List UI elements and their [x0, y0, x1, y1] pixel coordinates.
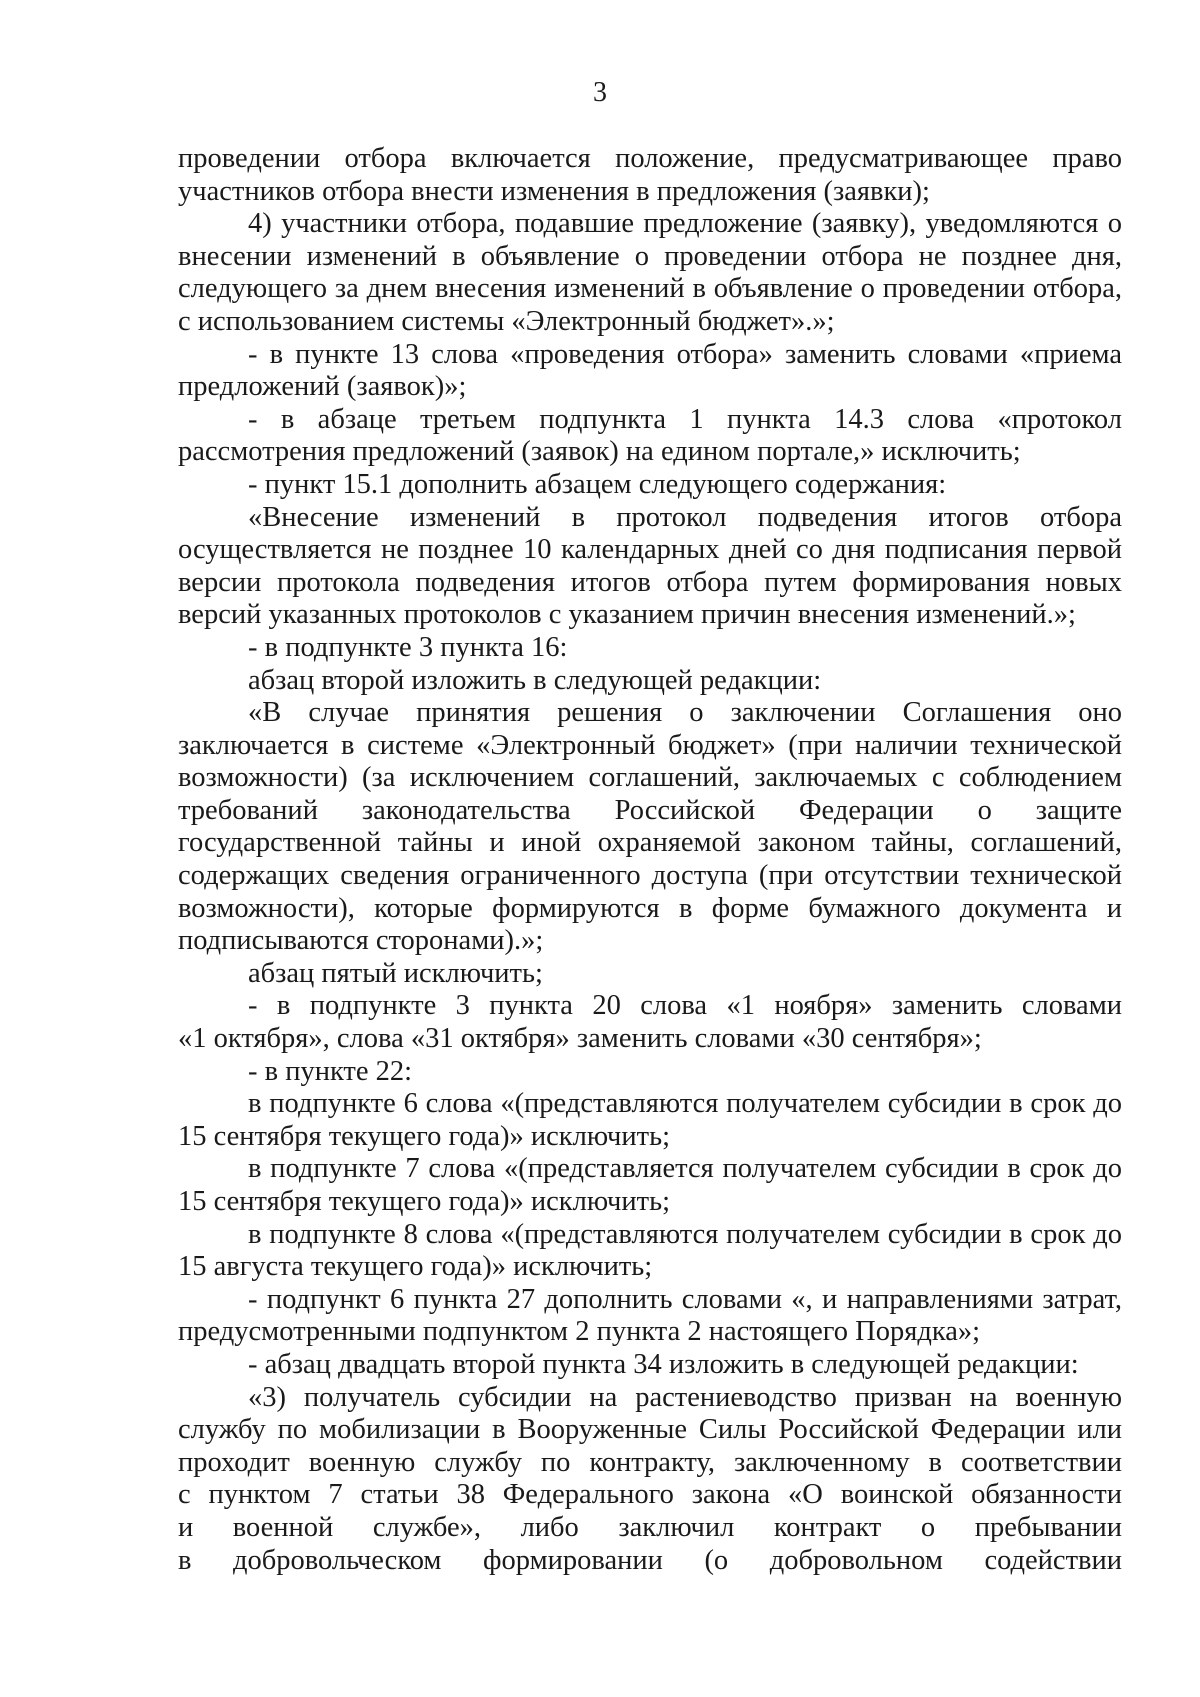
- text-line: абзац второй изложить в следующей редакции:: [248, 664, 822, 696]
- text-line: - в пункте 22:: [248, 1055, 413, 1087]
- text-line: 15 сентября текущего года)» исключить;: [178, 1186, 671, 1217]
- text-line: возможности), которые формируются в форме бумажного документа и: [178, 892, 1122, 924]
- text-line: - в абзаце третьем подпункта 1 пункта 14.3 слова «протокол: [248, 403, 1122, 435]
- page-number: 3: [593, 77, 607, 108]
- text-line: с пунктом 7 статьи 38 Федерального закона «О воинской обязанности: [178, 1479, 1122, 1511]
- text-line: «Внесение изменений в протокол подведения итогов отбора: [248, 501, 1122, 533]
- text-line: 15 сентября текущего года)» исключить;: [178, 1120, 671, 1152]
- text-line: службу по мобилизации в Вооруженные Силы Российской Федерации или: [178, 1414, 1122, 1446]
- text-line: абзац пятый исключить;: [248, 957, 543, 989]
- text-line: заключается в системе «Электронный бюджет» (при наличии технической: [178, 729, 1122, 761]
- text-line: внесении изменений в объявление о проведении отбора не позднее дня,: [178, 240, 1122, 272]
- text-line: участников отбора внести изменения в предложения (заявки);: [178, 175, 930, 207]
- text-line: в добровольческом формировании (о добровольном содействии: [178, 1544, 1122, 1576]
- text-line: «1 октября», слова «31 октября» заменить словами «30 сентября»;: [178, 1023, 982, 1055]
- document-body: [178, 143, 1122, 1577]
- text-line: осуществляется не позднее 10 календарных дней со дня подписания первой: [178, 534, 1122, 566]
- text-line: следующего за днем внесения изменений в объявление о проведении отбора,: [178, 273, 1122, 305]
- text-line: требований законодательства Российской Федерации о защите: [178, 794, 1122, 826]
- text-line: с использованием системы «Электронный бюджет».»;: [178, 305, 835, 337]
- text-line: предложений (заявок)»;: [178, 371, 467, 403]
- text-line: в подпункте 8 слова «(представляются получателем субсидии в срок до: [248, 1218, 1122, 1250]
- text-line: - в пункте 13 слова «проведения отбора» заменить словами «приема: [248, 338, 1122, 370]
- text-line: - пункт 15.1 дополнить абзацем следующего содержания:: [248, 468, 947, 500]
- text-line: - в подпункте 3 пункта 20 слова «1 ноября» заменить словами: [248, 990, 1122, 1022]
- text-line: - абзац двадцать второй пункта 34 изложить в следующей редакции:: [248, 1348, 1079, 1380]
- text-line: 15 августа текущего года)» исключить;: [178, 1251, 653, 1283]
- text-line: - в подпункте 3 пункта 16:: [248, 631, 568, 663]
- text-line: и военной службе», либо заключил контракт о пребывании: [178, 1511, 1122, 1543]
- text-line: возможности) (за исключением соглашений, заключаемых с соблюдением: [178, 762, 1122, 794]
- text-line: проведении отбора включается положение, предусматривающее право: [178, 143, 1122, 174]
- text-line: рассмотрения предложений (заявок) на едином портале,» исключить;: [178, 436, 1021, 468]
- text-line: версий указанных протоколов с указанием причин внесения изменений.»;: [178, 599, 1076, 631]
- text-line: подписываются сторонами).»;: [178, 925, 544, 957]
- text-line: 4) участники отбора, подавшие предложение (заявку), уведомляются о: [248, 208, 1122, 240]
- text-line: «В случае принятия решения о заключении Соглашения оно: [248, 697, 1122, 729]
- text-line: в подпункте 6 слова «(представляются получателем субсидии в срок до: [248, 1088, 1122, 1120]
- text-line: предусмотренными подпунктом 2 пункта 2 настоящего Порядка»;: [178, 1316, 981, 1348]
- text-line: - подпункт 6 пункта 27 дополнить словами «, и направлениями затрат,: [248, 1283, 1122, 1315]
- text-line: «3) получатель субсидии на растениеводство призван на военную: [248, 1381, 1122, 1413]
- text-line: проходит военную службу по контракту, заключенному в соответствии: [178, 1446, 1122, 1478]
- text-line: версии протокола подведения итогов отбора путем формирования новых: [178, 566, 1122, 598]
- text-line: государственной тайны и иной охраняемой законом тайны, соглашений,: [178, 827, 1122, 859]
- text-line: в подпункте 7 слова «(представляется получателем субсидии в срок до: [248, 1153, 1122, 1185]
- text-line: содержащих сведения ограниченного доступа (при отсутствии технической: [178, 860, 1122, 892]
